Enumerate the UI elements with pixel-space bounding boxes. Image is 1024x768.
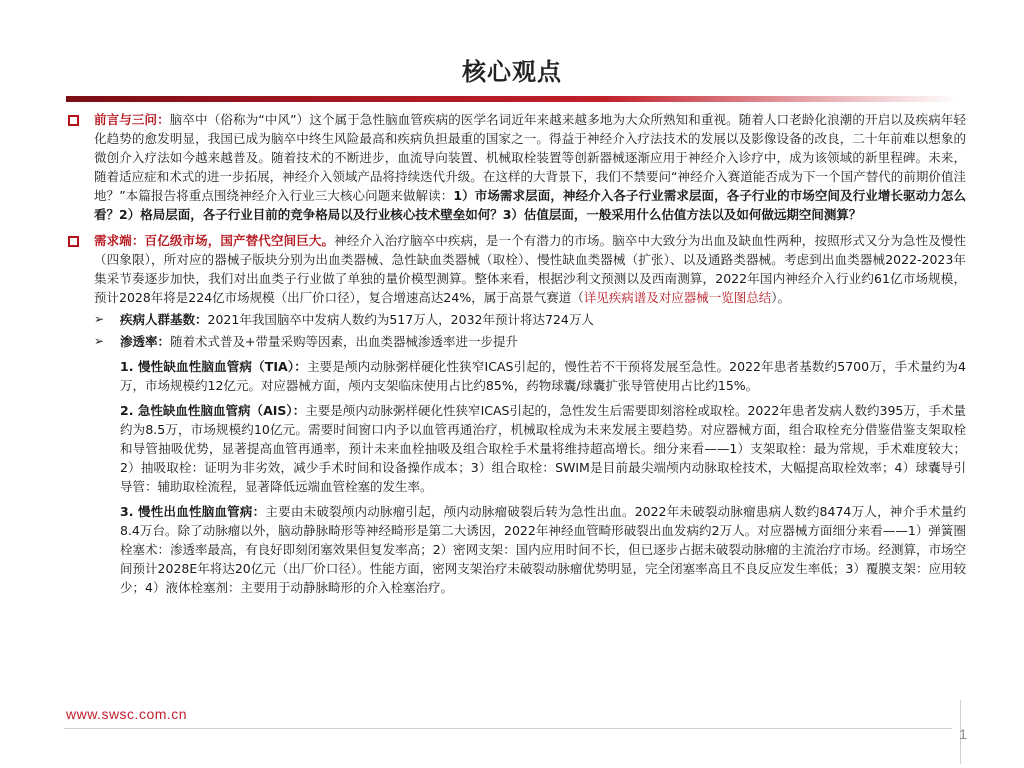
subpoint-label: 疾病人群基数： — [120, 312, 208, 327]
subpoint-label: 渗透率： — [120, 334, 171, 349]
item-label: 2. 急性缺血性脑血管病（AIS）： — [120, 403, 306, 418]
square-bullet-icon — [68, 115, 79, 126]
item-ais — [66, 401, 966, 496]
content-body — [66, 110, 966, 597]
disease-spectrum-link[interactable]: 详见疾病谱及对应器械一览图总结 — [583, 290, 772, 305]
section-heading: 需求端：百亿级市场，国产替代空间巨大。 — [94, 233, 335, 248]
section-text: 脑卒中（俗称为“中风”）这个属于急性脑血管疾病的医学名词近年来越来越多地为大众所熟知和重视。随着人口老龄化浪潮的开启以及疾病年轻化趋势的愈发明显，我国已成为脑卒中终生风险最高和疾病负担最重的国家之一。得益于神经介入疗法技术的发展以及影像设备的改良，二十年前难以想象的微创介入疗法如今越来越普及。随着技术的不断进步，血流导向装置、机械取栓装置等创新器械逐渐应用于神经介入诊疗中，成为该领域的新里程碑。未来，随着适应症和术式的进一步拓展，神经介入领域产品将持续迭代升级。在这样的大背景下，我们不禁要问“神经介入赛道能否成为下一个国产替代的前期价值洼地？”本篇报告将重点围绕神经介入行业三大核心问题来做解读： — [94, 112, 966, 203]
square-bullet-icon — [68, 236, 79, 247]
footer-divider — [64, 728, 952, 729]
subpoint-penetration — [66, 332, 966, 351]
item-label: 1. 慢性缺血性脑血管病（TIA）： — [120, 359, 307, 374]
subpoint-patient-base — [66, 310, 966, 329]
arrow-bullet-icon: ➢ — [94, 334, 105, 348]
subpoint-text: 2021年我国脑卒中发病人数约为517万人，2032年预计将达724万人 — [207, 312, 594, 327]
section-text: 神经介入治疗脑卒中疾病，是一个有潜力的市场。脑卒中大致分为出血及缺血性两种，按照形式又分为急性及慢性（四象限），所对应的器械子版块分别为出血类器械、急性缺血类器械（取栓）、慢性缺血类器械（扩张）、以及通路类器械。考虑到出血类器械2022-2023年集采节奏逐步加快，我们对出血类子行业做了单独的量价模型测算。整体来看，根据沙利文预测以及西南测算，2022年国内神经介入行业约61亿市场规模，预计2028年将是224亿市场规模（出厂价口径），复合增速高达24%，属于高景气赛道（ — [94, 233, 966, 305]
page-title: 核心观点 — [462, 58, 562, 86]
section-intro — [66, 110, 966, 224]
section-demand — [66, 231, 966, 307]
section-questions: 1）市场需求层面，神经介入各子行业需求层面，各子行业的市场空间及行业增长驱动力怎么看？2）格局层面，各子行业目前的竞争格局以及行业核心技术壁垒如何？3）估值层面，一般采用什么估值方法以及如何做远期空间测算？ — [94, 188, 966, 222]
arrow-bullet-icon: ➢ — [94, 312, 105, 326]
item-text: 主要由未破裂颅内动脉瘤引起，颅内动脉瘤破裂后转为急性出血。2022年未破裂动脉瘤患病人数约8474万人，神介手术量约8.4万台。除了动脉瘤以外，脑动静脉畸形等神经畸形是第二大诱因，2022年神经血管畸形破裂出血发病约2万人。对应器械方面细分来看——1）弹簧圈栓塞术：渗透率最高，有良好即刻闭塞效果但复发率高；2）密网支架：国内应用时间不长，但已逐步占据未破裂动脉瘤的主流治疗市场。经测算，市场空间预计2028E年将达20亿元（出厂价口径）。性能方面，密网支架治疗未破裂动脉瘤优势明显，完全闭塞率高且不良反应发生率低；3）覆膜支架：应用较少；4）液体栓塞剂：主要用于动静脉畸形的介入栓塞治疗。 — [120, 504, 966, 595]
section-tail: ）。 — [771, 290, 790, 305]
item-text: 主要是颅内动脉粥样硬化性狭窄ICAS引起的，慢性若不干预将发展至急性。2022年患者基数约5700万，手术量约为4万，市场规模约12亿元。对应器械方面，颅内支架临床使用占比约85%，药物球囊/球囊扩张导管使用占比约15%。 — [120, 359, 966, 393]
page-number: 1 — [959, 726, 967, 742]
item-text: 主要是颅内动脉粥样硬化性狭窄ICAS引起的，急性发生后需要即刻溶栓或取栓。2022年患者发病人数约395万，手术量约为8.5万，市场规模约10亿元。需要时间窗口内予以血管再通治疗，机械取栓成为未来发展主要趋势。对应器械方面，组合取栓充分借鉴借鉴支架取栓和导管抽吸优势，显著提高血管再通率，预计未来血栓抽吸及组合取栓手术量将维持超高增长。细分来看——1）支架取栓：最为常规，手术难度较大；2）抽吸取栓：证明为非劣效，减少手术时间和设备操作成本；3）组合取栓：SWIM是目前最尖端颅内动脉取栓技术，大幅提高取栓效率；4）球囊导引导管：辅助取栓流程，显著降低远端血管栓塞的发生率。 — [120, 403, 966, 494]
item-label: 3. 慢性出血性脑血管病： — [120, 504, 266, 519]
title-underline-bar — [66, 96, 960, 102]
footer-website[interactable]: www.swsc.com.cn — [66, 706, 188, 722]
item-tia — [66, 357, 966, 395]
item-hemorrhagic — [66, 502, 966, 597]
subpoint-text: 随着术式普及+带量采购等因素，出血类器械渗透率进一步提升 — [170, 334, 518, 349]
section-heading: 前言与三问： — [94, 112, 170, 127]
